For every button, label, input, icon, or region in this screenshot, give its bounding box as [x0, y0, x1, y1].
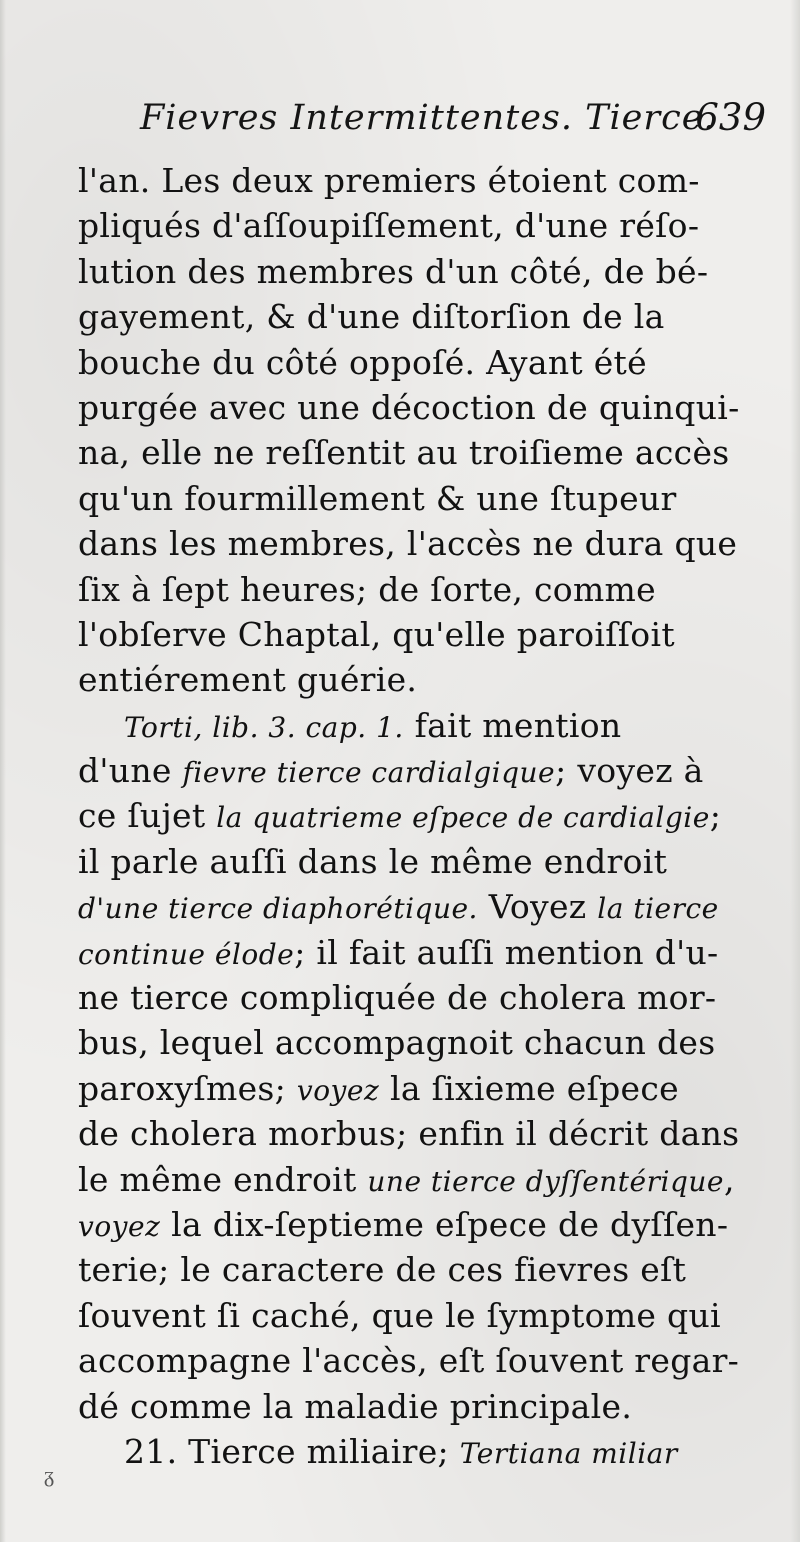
text-line: [78, 748, 768, 793]
text-line: [78, 839, 768, 884]
italic-text: fievre tierce cardialgique: [182, 756, 556, 790]
text-segment: ; il fait auſſi mention d'u-: [294, 932, 719, 972]
text-segment: ſix à ſept heures; de ſorte, comme: [78, 569, 656, 609]
text-segment: ;: [709, 796, 722, 836]
text-segment: il parle auſſi dans le même endroit: [78, 841, 668, 881]
text-segment: terie; le caractere de ces fievres eſt: [78, 1250, 687, 1290]
italic-text: voyez: [296, 1073, 380, 1107]
text-segment: gayement, & d'une diſtorſion de la: [78, 297, 665, 337]
page-edge-left: [0, 0, 6, 1542]
text-segment: 21. Tierce miliaire;: [124, 1431, 460, 1471]
italic-text: Torti, lib. 3. cap. 1.: [124, 710, 404, 744]
text-line: [78, 158, 768, 203]
text-line: [78, 1247, 768, 1292]
text-segment: dé comme la maladie principale.: [78, 1386, 633, 1426]
text-line: [78, 1020, 768, 1065]
text-segment: na, elle ne reſſentit au troiſieme accès: [78, 433, 730, 473]
text-line: [78, 1338, 768, 1383]
page-edge-right: [790, 0, 800, 1542]
italic-text: la quatrieme eſpece de cardialgie: [216, 801, 710, 835]
text-segment: ce ſujet: [78, 796, 217, 836]
text-segment: l'an. Les deux premiers étoient com-: [78, 161, 700, 200]
text-segment: ,: [724, 1159, 735, 1199]
text-segment: purgée avec une décoction de quinqui-: [78, 387, 740, 427]
italic-text: la tierce: [597, 892, 719, 926]
text-segment: l'obſerve Chaptal, qu'elle paroiſſoit: [78, 614, 675, 654]
text-line: [78, 340, 768, 385]
text-line: [78, 930, 768, 975]
text-segment: dans les membres, l'accès ne dura que: [78, 524, 738, 564]
text-segment: la ſixieme eſpece: [379, 1068, 679, 1108]
italic-text: voyez: [78, 1209, 161, 1243]
text-segment: la dix-ſeptieme eſpece de dyſſen-: [160, 1204, 729, 1244]
text-line: [78, 249, 768, 294]
text-line: [78, 657, 768, 702]
text-line: [78, 1066, 768, 1111]
text-line: [78, 385, 768, 430]
ink-mark: ᵹ: [44, 1463, 55, 1488]
text-segment: de cholera morbus; enfin il décrit dans: [78, 1114, 740, 1154]
text-line: [78, 1111, 768, 1156]
text-segment: qu'un fourmillement & une ſtupeur: [78, 478, 677, 518]
text-segment: entiérement guérie.: [78, 660, 418, 700]
text-line: [78, 476, 768, 521]
text-segment: bus, lequel accompagnoit chacun des: [78, 1023, 716, 1063]
text-line: [78, 203, 768, 248]
text-line: [78, 567, 768, 612]
text-segment: lution des membres d'un côté, de bé-: [78, 251, 709, 291]
text-line: [78, 430, 768, 475]
text-line: [78, 294, 768, 339]
body-text: [78, 158, 768, 1474]
page-number: 639: [695, 96, 766, 139]
text-segment: paroxyſmes;: [78, 1068, 297, 1108]
text-segment: accompagne l'accès, eſt ſouvent regar-: [78, 1341, 740, 1381]
text-segment: ne tierce compliquée de cholera mor-: [78, 978, 717, 1018]
text-line: [78, 975, 768, 1020]
text-line: [78, 1384, 768, 1429]
page-header: [140, 96, 770, 156]
text-line: [78, 703, 768, 748]
text-segment: pliqués d'aſſoupiſſement, d'une réſo-: [78, 206, 700, 246]
text-segment: fait mention: [403, 705, 622, 745]
text-line: [78, 793, 768, 838]
text-line: [78, 1429, 768, 1474]
text-line: [78, 1157, 768, 1202]
italic-text: Tertiana miliar: [459, 1436, 678, 1470]
text-segment: d'une: [78, 751, 183, 791]
running-title: Fievres Intermittentes. Tierce.: [140, 98, 716, 138]
italic-text: une tierce dyſſentérique: [367, 1164, 724, 1198]
text-segment: le même endroit: [78, 1159, 368, 1199]
text-line: [78, 1293, 768, 1338]
text-segment: bouche du côté oppoſé. Ayant été: [78, 342, 647, 382]
text-line: [78, 1202, 768, 1247]
text-line: [78, 612, 768, 657]
italic-text: continue élode: [78, 937, 295, 971]
text-segment: Voyez: [477, 887, 598, 927]
text-line: [78, 884, 768, 929]
italic-text: d'une tierce diaphorétique.: [78, 892, 478, 926]
text-segment: ſouvent ſi caché, que le ſymptome qui: [78, 1295, 721, 1335]
text-segment: ; voyez à: [555, 751, 704, 791]
text-line: [78, 521, 768, 566]
